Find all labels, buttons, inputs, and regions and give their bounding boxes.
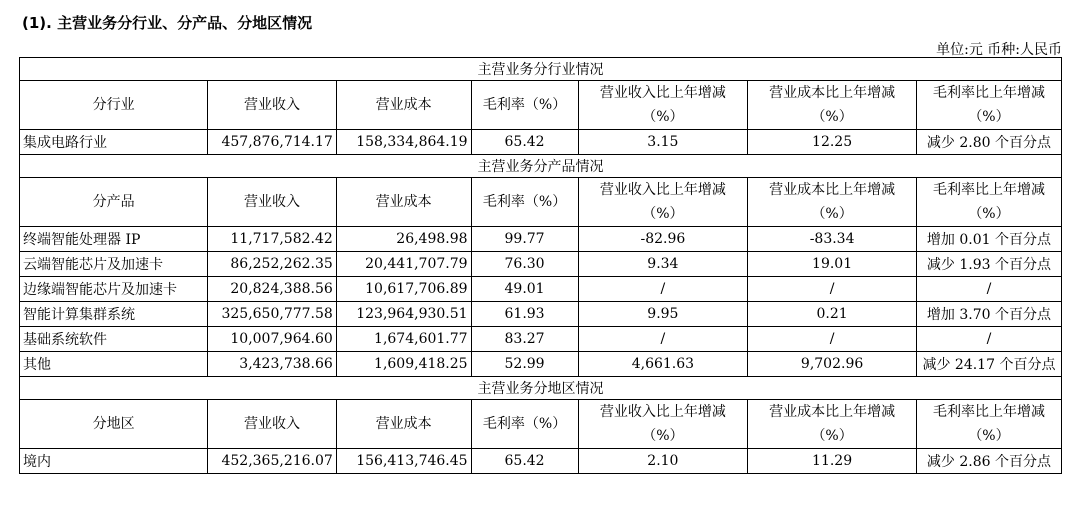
table-row bbox=[20, 227, 1062, 252]
cell-margin: 65.42 bbox=[471, 449, 578, 474]
product-header-row bbox=[20, 178, 1062, 227]
cell-margin: 65.42 bbox=[471, 130, 578, 155]
cell-margin-change: / bbox=[916, 327, 1061, 352]
region-section-title-row bbox=[20, 377, 1062, 400]
header-margin: 毛利率（%） bbox=[471, 81, 578, 130]
cell-margin-change: / bbox=[916, 277, 1061, 302]
cell-margin: 49.01 bbox=[471, 277, 578, 302]
cell-margin: 83.27 bbox=[471, 327, 578, 352]
cell-revenue: 325,650,777.58 bbox=[208, 302, 337, 327]
header-label-line2: （%） bbox=[811, 428, 853, 444]
region-section-title: 主营业务分地区情况 bbox=[20, 377, 1062, 400]
header-rev-change bbox=[578, 178, 748, 227]
header-label-line2: （%） bbox=[811, 109, 853, 125]
cell-margin: 99.77 bbox=[471, 227, 578, 252]
cell-cost-change: / bbox=[748, 327, 917, 352]
cell-revenue-change: 9.34 bbox=[578, 252, 748, 277]
header-cost-change bbox=[748, 81, 917, 130]
cell-cost-change: 9,702.96 bbox=[748, 352, 917, 377]
header-margin-change bbox=[916, 400, 1061, 449]
header-label-line2: （%） bbox=[642, 428, 684, 444]
cell-cost: 123,964,930.51 bbox=[336, 302, 471, 327]
cell-name: 集成电路行业 bbox=[20, 130, 208, 155]
cell-cost: 20,441,707.79 bbox=[336, 252, 471, 277]
product-section-title-row bbox=[20, 155, 1062, 178]
header-label-line1: 营业成本比上年增减 bbox=[769, 404, 896, 420]
cell-revenue: 452,365,216.07 bbox=[208, 449, 337, 474]
unit-currency-note: 单位:元 币种:人民币 bbox=[936, 42, 1062, 58]
cell-revenue-change: / bbox=[578, 277, 748, 302]
cell-margin: 61.93 bbox=[471, 302, 578, 327]
cell-revenue-change: / bbox=[578, 327, 748, 352]
industry-section-title: 主营业务分行业情况 bbox=[20, 58, 1062, 81]
header-label-line2: （%） bbox=[968, 428, 1010, 444]
header-label-line1: 营业收入比上年增减 bbox=[599, 404, 726, 420]
header-cost: 营业成本 bbox=[336, 400, 471, 449]
header-cost-change bbox=[748, 178, 917, 227]
header-revenue: 营业收入 bbox=[208, 178, 337, 227]
cell-cost: 1,609,418.25 bbox=[336, 352, 471, 377]
header-label-line2: （%） bbox=[968, 206, 1010, 222]
cell-cost-change: 0.21 bbox=[748, 302, 917, 327]
main-business-table bbox=[19, 57, 1062, 474]
cell-margin-change: 减少 2.86 个百分点 bbox=[916, 449, 1061, 474]
table-row bbox=[20, 302, 1062, 327]
header-label-line1: 营业成本比上年增减 bbox=[769, 85, 896, 101]
header-cost: 营业成本 bbox=[336, 178, 471, 227]
header-label-line1: 营业收入比上年增减 bbox=[599, 85, 726, 101]
cell-revenue: 11,717,582.42 bbox=[208, 227, 337, 252]
cell-name: 终端智能处理器 IP bbox=[20, 227, 208, 252]
cell-revenue: 457,876,714.17 bbox=[208, 130, 337, 155]
cell-cost-change: / bbox=[748, 277, 917, 302]
cell-name: 境内 bbox=[20, 449, 208, 474]
product-section-title: 主营业务分产品情况 bbox=[20, 155, 1062, 178]
table-body bbox=[20, 58, 1062, 474]
header-margin: 毛利率（%） bbox=[471, 178, 578, 227]
cell-name: 边缘端智能芯片及加速卡 bbox=[20, 277, 208, 302]
cell-margin-change: 减少 1.93 个百分点 bbox=[916, 252, 1061, 277]
header-label-line2: （%） bbox=[642, 109, 684, 125]
header-label-line2: （%） bbox=[642, 206, 684, 222]
cell-cost: 10,617,706.89 bbox=[336, 277, 471, 302]
header-label-line1: 营业成本比上年增减 bbox=[769, 182, 896, 198]
header-revenue: 营业收入 bbox=[208, 400, 337, 449]
header-margin-change bbox=[916, 178, 1061, 227]
industry-header-row bbox=[20, 81, 1062, 130]
header-cost: 营业成本 bbox=[336, 81, 471, 130]
cell-revenue: 10,007,964.60 bbox=[208, 327, 337, 352]
header-cost-change bbox=[748, 400, 917, 449]
cell-cost-change: 11.29 bbox=[748, 449, 917, 474]
cell-margin-change: 减少 2.80 个百分点 bbox=[916, 130, 1061, 155]
table-row bbox=[20, 449, 1062, 474]
cell-revenue-change: 2.10 bbox=[578, 449, 748, 474]
cell-margin: 76.30 bbox=[471, 252, 578, 277]
header-margin: 毛利率（%） bbox=[471, 400, 578, 449]
table-row bbox=[20, 252, 1062, 277]
cell-revenue: 20,824,388.56 bbox=[208, 277, 337, 302]
cell-revenue: 86,252,262.35 bbox=[208, 252, 337, 277]
header-rev-change bbox=[578, 81, 748, 130]
header-category: 分产品 bbox=[20, 178, 208, 227]
cell-cost: 156,413,746.45 bbox=[336, 449, 471, 474]
header-rev-change bbox=[578, 400, 748, 449]
cell-cost-change: 19.01 bbox=[748, 252, 917, 277]
cell-cost-change: -83.34 bbox=[748, 227, 917, 252]
cell-revenue: 3,423,738.66 bbox=[208, 352, 337, 377]
table-row bbox=[20, 352, 1062, 377]
header-label-line1: 毛利率比上年增减 bbox=[932, 182, 1045, 198]
cell-revenue-change: -82.96 bbox=[578, 227, 748, 252]
cell-name: 智能计算集群系统 bbox=[20, 302, 208, 327]
header-revenue: 营业收入 bbox=[208, 81, 337, 130]
table-row bbox=[20, 327, 1062, 352]
cell-cost: 158,334,864.19 bbox=[336, 130, 471, 155]
cell-name: 基础系统软件 bbox=[20, 327, 208, 352]
table-row bbox=[20, 130, 1062, 155]
cell-revenue-change: 4,661.63 bbox=[578, 352, 748, 377]
header-label-line1: 毛利率比上年增减 bbox=[932, 404, 1045, 420]
cell-cost: 1,674,601.77 bbox=[336, 327, 471, 352]
cell-margin-change: 减少 24.17 个百分点 bbox=[916, 352, 1061, 377]
cell-name: 云端智能芯片及加速卡 bbox=[20, 252, 208, 277]
header-label-line1: 毛利率比上年增减 bbox=[932, 85, 1045, 101]
cell-margin-change: 增加 0.01 个百分点 bbox=[916, 227, 1061, 252]
cell-cost: 26,498.98 bbox=[336, 227, 471, 252]
cell-name: 其他 bbox=[20, 352, 208, 377]
header-category: 分行业 bbox=[20, 81, 208, 130]
header-label-line2: （%） bbox=[968, 109, 1010, 125]
header-label-line2: （%） bbox=[811, 206, 853, 222]
cell-revenue-change: 3.15 bbox=[578, 130, 748, 155]
table-row bbox=[20, 277, 1062, 302]
header-label-line1: 营业收入比上年增减 bbox=[599, 182, 726, 198]
industry-section-title-row bbox=[20, 58, 1062, 81]
header-category: 分地区 bbox=[20, 400, 208, 449]
section-heading: (1). 主营业务分行业、分产品、分地区情况 bbox=[22, 14, 313, 32]
cell-cost-change: 12.25 bbox=[748, 130, 917, 155]
cell-margin: 52.99 bbox=[471, 352, 578, 377]
cell-margin-change: 增加 3.70 个百分点 bbox=[916, 302, 1061, 327]
header-margin-change bbox=[916, 81, 1061, 130]
cell-revenue-change: 9.95 bbox=[578, 302, 748, 327]
region-header-row bbox=[20, 400, 1062, 449]
